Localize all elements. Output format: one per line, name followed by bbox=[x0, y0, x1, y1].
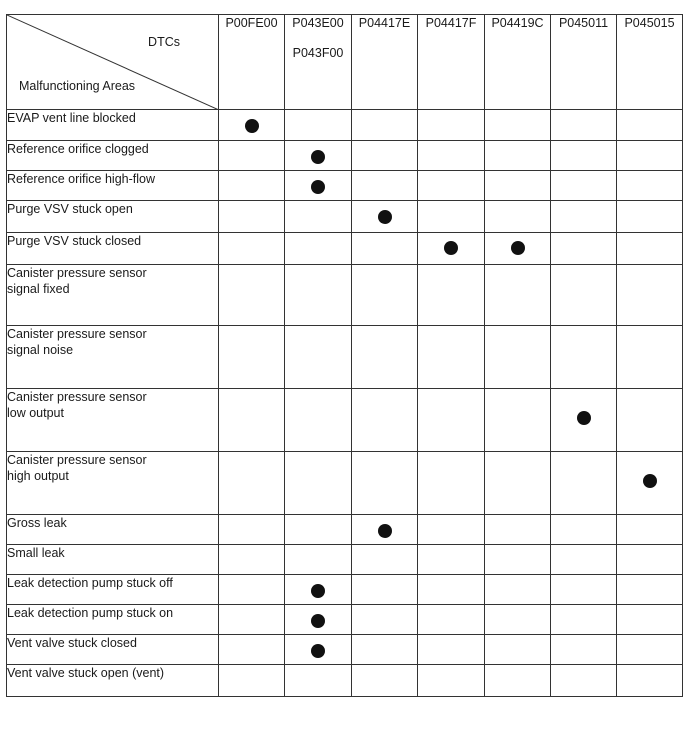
dtc-cell bbox=[551, 605, 617, 635]
malfunction-area-label: Vent valve stuck closed bbox=[7, 635, 219, 665]
dtc-cell bbox=[352, 265, 418, 326]
dtc-cell bbox=[551, 110, 617, 141]
dtc-cell bbox=[617, 141, 683, 171]
dtc-cell bbox=[285, 665, 352, 697]
areas-header-label: Malfunctioning Areas bbox=[19, 79, 136, 93]
dtc-cell bbox=[617, 452, 683, 515]
dtc-cell bbox=[352, 110, 418, 141]
dtc-cell bbox=[551, 326, 617, 389]
dtc-cell bbox=[418, 665, 485, 697]
dtc-cell bbox=[617, 110, 683, 141]
dtc-code: P00FE00 bbox=[225, 16, 278, 30]
applicable-dot-icon bbox=[378, 210, 392, 224]
dtc-cell bbox=[285, 201, 352, 233]
dtc-cell bbox=[418, 452, 485, 515]
dtc-cell bbox=[617, 635, 683, 665]
dtc-cell bbox=[285, 389, 352, 452]
table-row bbox=[7, 545, 683, 575]
dtc-cell bbox=[551, 389, 617, 452]
dtc-cell bbox=[285, 605, 352, 635]
dtc-cell bbox=[352, 665, 418, 697]
dtc-cell bbox=[485, 515, 551, 545]
malfunction-area-label: Canister pressure sensor signal fixed bbox=[7, 265, 219, 326]
malfunction-area-label: Canister pressure sensor high output bbox=[7, 452, 219, 515]
table-row bbox=[7, 233, 683, 265]
dtc-cell bbox=[285, 545, 352, 575]
dtc-cell bbox=[485, 605, 551, 635]
dtc-cell bbox=[485, 171, 551, 201]
dtc-cell bbox=[285, 515, 352, 545]
dtc-cell bbox=[418, 575, 485, 605]
dtc-cell bbox=[285, 233, 352, 265]
dtc-cell bbox=[219, 665, 285, 697]
dtcs-header-label: DTCs bbox=[148, 35, 180, 49]
dtc-cell bbox=[285, 141, 352, 171]
dtc-cell bbox=[418, 545, 485, 575]
dtc-cell bbox=[418, 141, 485, 171]
applicable-dot-icon bbox=[311, 584, 325, 598]
dtc-cell bbox=[219, 201, 285, 233]
dtc-cell bbox=[352, 171, 418, 201]
applicable-dot-icon bbox=[444, 241, 458, 255]
dtc-cell bbox=[418, 326, 485, 389]
dtc-cell bbox=[418, 265, 485, 326]
dtc-header-cell bbox=[617, 15, 683, 110]
dtc-cell bbox=[219, 171, 285, 201]
dtc-cell bbox=[219, 605, 285, 635]
dtc-header-cell bbox=[485, 15, 551, 110]
dtc-cell bbox=[551, 233, 617, 265]
dtc-code: P045015 bbox=[624, 16, 675, 30]
dtc-cell bbox=[551, 665, 617, 697]
malfunction-area-label: Leak detection pump stuck on bbox=[7, 605, 219, 635]
table-row bbox=[7, 635, 683, 665]
applicable-dot-icon bbox=[245, 119, 259, 133]
malfunction-area-label: Small leak bbox=[7, 545, 219, 575]
dtc-cell bbox=[485, 545, 551, 575]
table-row bbox=[7, 452, 683, 515]
corner-diagonal-line bbox=[7, 15, 219, 110]
table-row bbox=[7, 575, 683, 605]
dtc-cell bbox=[219, 635, 285, 665]
dtc-cell bbox=[285, 110, 352, 141]
malfunction-area-label: Canister pressure sensor signal noise bbox=[7, 326, 219, 389]
applicable-dot-icon bbox=[511, 241, 525, 255]
dtc-cell bbox=[352, 233, 418, 265]
dtc-header-cell bbox=[352, 15, 418, 110]
dtc-cell bbox=[285, 171, 352, 201]
dtc-cell bbox=[617, 605, 683, 635]
applicable-dot-icon bbox=[311, 180, 325, 194]
dtc-cell bbox=[617, 171, 683, 201]
table-row bbox=[7, 171, 683, 201]
dtc-cell bbox=[219, 389, 285, 452]
dtc-cell bbox=[617, 233, 683, 265]
header-row bbox=[7, 15, 683, 110]
dtc-cell bbox=[485, 201, 551, 233]
malfunction-area-label: EVAP vent line blocked bbox=[7, 110, 219, 141]
dtc-header-cell bbox=[219, 15, 285, 110]
dtc-cell bbox=[219, 326, 285, 389]
table-row bbox=[7, 201, 683, 233]
dtc-cell bbox=[352, 452, 418, 515]
dtc-cell bbox=[617, 265, 683, 326]
dtc-code: P043E00 bbox=[292, 16, 344, 30]
dtc-code: P04417E bbox=[358, 16, 411, 30]
dtc-cell bbox=[352, 635, 418, 665]
dtc-cell bbox=[418, 233, 485, 265]
dtc-cell bbox=[551, 545, 617, 575]
dtc-cell bbox=[485, 233, 551, 265]
dtc-cell bbox=[617, 665, 683, 697]
dtc-cell bbox=[617, 545, 683, 575]
table-row bbox=[7, 605, 683, 635]
dtc-cell bbox=[352, 575, 418, 605]
table-row bbox=[7, 326, 683, 389]
malfunction-area-label: Vent valve stuck open (vent) bbox=[7, 665, 219, 697]
malfunction-area-label: Reference orifice clogged bbox=[7, 141, 219, 171]
dtc-cell bbox=[617, 515, 683, 545]
dtc-cell bbox=[617, 326, 683, 389]
malfunction-area-label: Purge VSV stuck closed bbox=[7, 233, 219, 265]
applicable-dot-icon bbox=[311, 614, 325, 628]
dtc-cell bbox=[219, 515, 285, 545]
applicable-dot-icon bbox=[311, 644, 325, 658]
dtc-cell bbox=[485, 452, 551, 515]
applicable-dot-icon bbox=[378, 524, 392, 538]
dtc-cell bbox=[352, 326, 418, 389]
dtc-cell bbox=[219, 233, 285, 265]
header-corner-cell bbox=[7, 15, 219, 110]
dtc-cell bbox=[418, 605, 485, 635]
dtc-header-cell bbox=[418, 15, 485, 110]
dtc-matrix-table bbox=[6, 14, 683, 697]
applicable-dot-icon bbox=[577, 411, 591, 425]
dtc-cell bbox=[551, 452, 617, 515]
dtc-cell bbox=[551, 515, 617, 545]
dtc-cell bbox=[485, 665, 551, 697]
dtc-cell bbox=[485, 141, 551, 171]
malfunction-area-label: Reference orifice high-flow bbox=[7, 171, 219, 201]
dtc-cell bbox=[418, 110, 485, 141]
dtc-cell bbox=[418, 171, 485, 201]
dtc-cell bbox=[219, 141, 285, 171]
dtc-header-cell bbox=[285, 15, 352, 110]
dtc-cell bbox=[285, 635, 352, 665]
dtc-cell bbox=[285, 452, 352, 515]
dtc-code: P043F00 bbox=[292, 46, 344, 60]
dtc-code: P04419C bbox=[491, 16, 544, 30]
dtc-code: P045011 bbox=[558, 16, 609, 30]
dtc-cell bbox=[551, 141, 617, 171]
dtc-cell bbox=[485, 110, 551, 141]
dtc-cell bbox=[551, 171, 617, 201]
dtc-cell bbox=[219, 110, 285, 141]
dtc-cell bbox=[485, 575, 551, 605]
table-row bbox=[7, 389, 683, 452]
dtc-cell bbox=[617, 575, 683, 605]
applicable-dot-icon bbox=[643, 474, 657, 488]
dtc-cell bbox=[485, 635, 551, 665]
dtc-cell bbox=[352, 545, 418, 575]
dtc-cell bbox=[352, 141, 418, 171]
dtc-code: P04417F bbox=[425, 16, 477, 30]
dtc-cell bbox=[485, 265, 551, 326]
dtc-cell bbox=[418, 201, 485, 233]
dtc-header-cell bbox=[551, 15, 617, 110]
dtc-cell bbox=[418, 635, 485, 665]
applicable-dot-icon bbox=[311, 150, 325, 164]
table-row bbox=[7, 515, 683, 545]
dtc-cell bbox=[352, 389, 418, 452]
dtc-cell bbox=[352, 515, 418, 545]
dtc-cell bbox=[285, 575, 352, 605]
dtc-cell bbox=[485, 326, 551, 389]
dtc-cell bbox=[617, 201, 683, 233]
dtc-cell bbox=[219, 265, 285, 326]
dtc-cell bbox=[551, 635, 617, 665]
table-row bbox=[7, 665, 683, 697]
dtc-cell bbox=[551, 575, 617, 605]
dtc-cell bbox=[617, 389, 683, 452]
dtc-cell bbox=[219, 545, 285, 575]
malfunction-area-label: Leak detection pump stuck off bbox=[7, 575, 219, 605]
dtc-cell bbox=[219, 452, 285, 515]
dtc-cell bbox=[352, 201, 418, 233]
dtc-cell bbox=[551, 265, 617, 326]
malfunction-area-label: Gross leak bbox=[7, 515, 219, 545]
dtc-cell bbox=[352, 605, 418, 635]
table-row bbox=[7, 110, 683, 141]
malfunction-area-label: Canister pressure sensor low output bbox=[7, 389, 219, 452]
dtc-cell bbox=[418, 515, 485, 545]
dtc-cell bbox=[551, 201, 617, 233]
malfunction-area-label: Purge VSV stuck open bbox=[7, 201, 219, 233]
dtc-cell bbox=[219, 575, 285, 605]
dtc-cell bbox=[285, 326, 352, 389]
dtc-cell bbox=[285, 265, 352, 326]
dtc-cell bbox=[485, 389, 551, 452]
table-row bbox=[7, 265, 683, 326]
dtc-cell bbox=[418, 389, 485, 452]
table-row bbox=[7, 141, 683, 171]
